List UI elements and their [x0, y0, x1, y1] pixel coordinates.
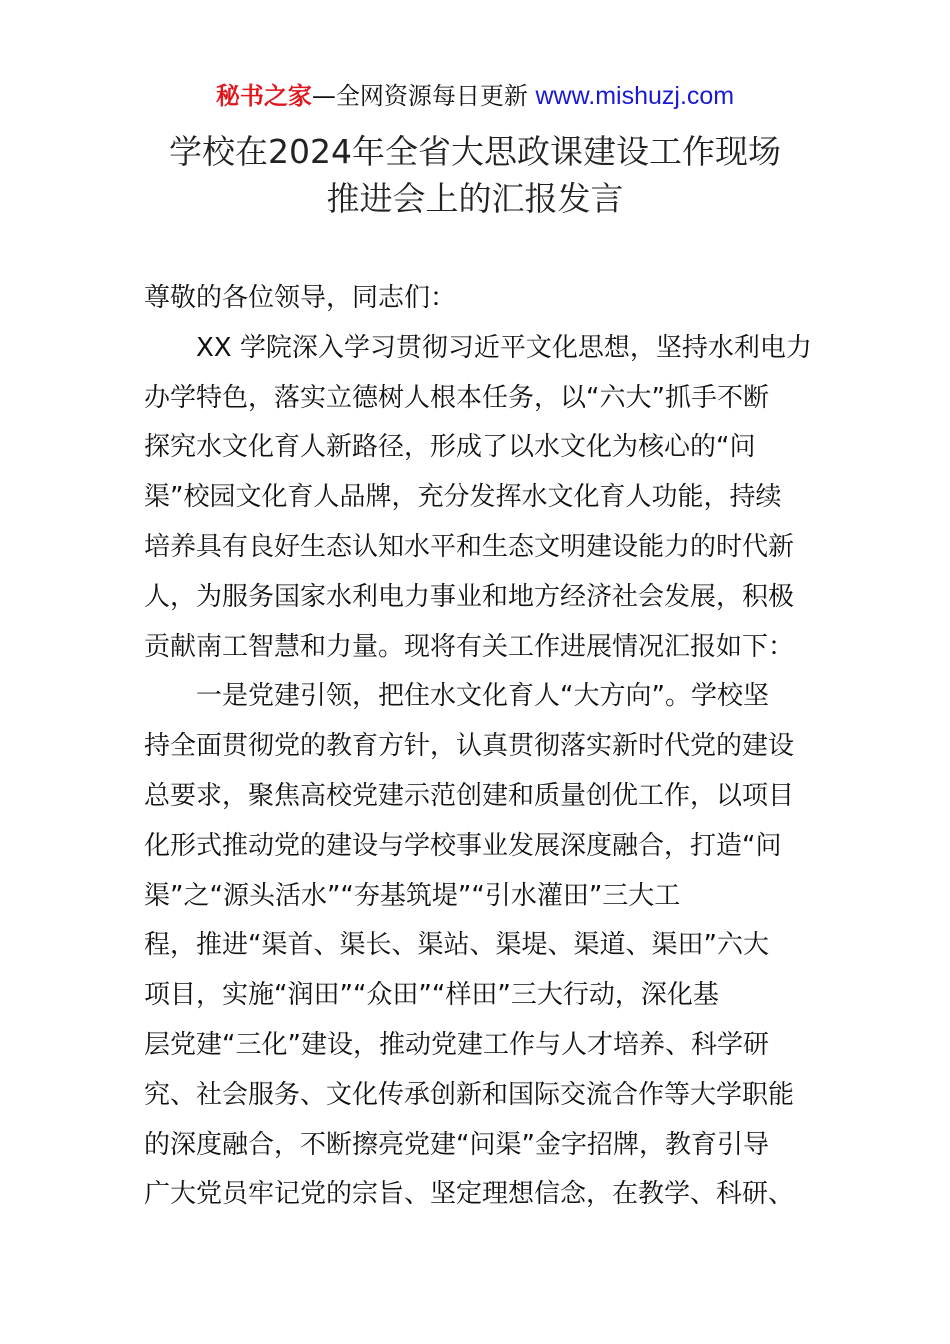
document-body: [144, 274, 814, 1220]
paragraph-line: 总要求，聚焦高校党建示范创建和质量创优工作，以项目: [144, 780, 795, 811]
paragraph-line: 层党建“三化”建设，推动党建工作与人才培养、科学研: [144, 1029, 769, 1060]
paragraph-line: 持全面贯彻党的教育方针，认真贯彻落实新时代党的建设: [144, 731, 795, 762]
paragraph-1: [144, 324, 814, 673]
paragraph-line: 人，为服务国家水利电力事业和地方经济社会发展，积极: [144, 581, 795, 612]
header-tagline: —全网资源每日更新: [311, 82, 536, 110]
paragraph-line: 化形式推动党的建设与学校事业发展深度融合，打造“问: [144, 830, 782, 861]
paragraph-line: 探究水文化育人新路径，形成了以水文化为核心的“问: [144, 432, 756, 463]
site-link[interactable]: www.mishuzj.com: [535, 82, 735, 110]
paragraph-line: XX 学院深入学习贯彻习近平文化思想，坚持水利电力: [196, 332, 812, 363]
paragraph-line: 程，推进“渠首、渠长、渠站、渠堤、渠道、渠田”六大: [144, 930, 769, 961]
paragraph-line: 渠”校园文化育人品牌，充分发挥水文化育人功能，持续: [144, 482, 782, 513]
title-line-2: 推进会上的汇报发言: [326, 179, 624, 218]
paragraph-2: [144, 672, 814, 1220]
paragraph-line: 贡献南工智慧和力量。现将有关工作进展情况汇报如下：: [144, 631, 795, 662]
paragraph-line: 渠”之“源头活水”“夯基筑堤”“引水灌田”三大工: [144, 880, 681, 911]
paragraph-line: 一是党建引领，把住水文化育人“大方向”。学校坚: [196, 681, 769, 712]
paragraph-line: 究、社会服务、文化传承创新和国际交流合作等大学职能: [144, 1079, 795, 1110]
page-header: [0, 78, 950, 114]
brand-name: 秘书之家: [215, 82, 312, 110]
paragraph-line: 办学特色，落实立德树人根本任务，以“六大”抓手不断: [144, 382, 769, 413]
salutation: 尊敬的各位领导，同志们：: [144, 283, 457, 313]
paragraph-line: 项目，实施“润田”“众田”“样田”三大行动，深化基: [144, 980, 719, 1011]
paragraph-line: 的深度融合，不断擦亮党建“问渠”金字招牌，教育引导: [144, 1129, 769, 1160]
title-line-1: 学校在2024年全省大思政课建设工作现场: [169, 132, 781, 171]
document-title: [60, 128, 890, 222]
paragraph-line: 培养具有良好生态认知水平和生态文明建设能力的时代新: [144, 531, 795, 562]
paragraph-line: 广大党员牢记党的宗旨、坚定理想信念，在教学、科研、: [144, 1179, 795, 1210]
